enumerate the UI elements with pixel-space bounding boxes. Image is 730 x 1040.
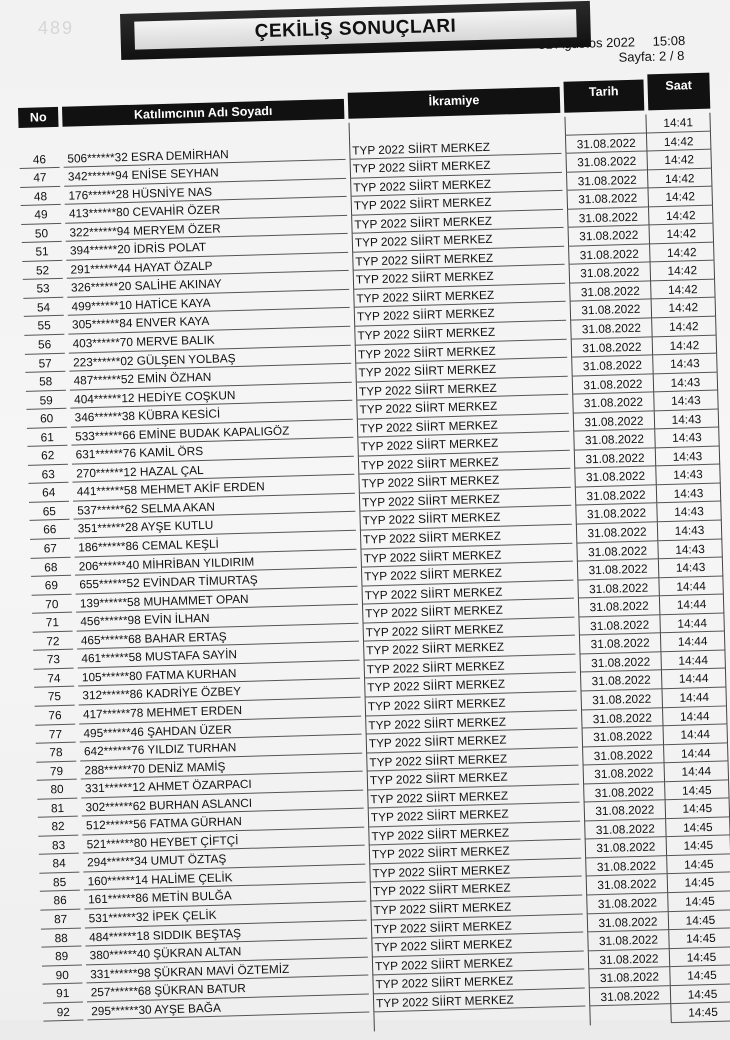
row-number: 91 — [42, 984, 83, 1004]
row-date: 31.08.2022 — [581, 708, 663, 729]
row-number: 90 — [42, 965, 83, 985]
row-number: 46 — [19, 149, 60, 169]
row-participant-name: 441******58 MEHMET AKİF ERDEN — [72, 475, 354, 501]
page-indicator: Sayfa: 2 / 8 — [618, 47, 685, 65]
row-number: 58 — [25, 372, 66, 392]
row-number: 89 — [41, 947, 82, 967]
row-number: 88 — [41, 928, 82, 948]
row-participant-name: 521******80 HEYBET ÇİFTÇİ — [82, 827, 364, 853]
row-time: 14:43 — [656, 446, 720, 466]
row-prize: TYP 2022 SİİRT MERKEZ — [361, 580, 573, 604]
row-time: 14:44 — [663, 706, 727, 726]
row-date: 31.08.2022 — [585, 838, 667, 859]
row-time: 14:43 — [656, 465, 720, 485]
row-date: 31.08.2022 — [565, 152, 647, 173]
row-prize: TYP 2022 SİİRT MERKEZ — [363, 636, 575, 660]
row-prize: TYP 2022 SİİRT MERKEZ — [367, 766, 579, 790]
row-participant-name: 461******58 MUSTAFA SAYİN — [77, 642, 359, 668]
row-time: 14:43 — [653, 354, 717, 374]
row-date: 31.08.2022 — [585, 856, 667, 877]
row-date: 31.08.2022 — [574, 467, 656, 488]
row-time: 14:42 — [652, 317, 716, 337]
row-participant-name: 161******86 METİN BULĞA — [84, 883, 366, 909]
row-number: 83 — [38, 835, 79, 855]
row-date: 31.08.2022 — [571, 355, 653, 376]
row-date: 31.08.2022 — [575, 485, 657, 506]
row-participant-name: 257******68 ŞÜKRAN BATUR — [86, 976, 368, 1002]
row-date: 31.08.2022 — [578, 615, 660, 636]
row-time: 14:45 — [669, 928, 730, 948]
row-time: 14:43 — [657, 483, 721, 503]
row-prize: TYP 2022 SİİRT MERKEZ — [371, 933, 583, 957]
row-time: 14:45 — [670, 965, 730, 985]
row-prize: TYP 2022 SİİRT MERKEZ — [349, 135, 561, 159]
column-header-prize: İkramiye — [348, 87, 561, 119]
row-prize: TYP 2022 SİİRT MERKEZ — [361, 562, 573, 586]
row-number: 53 — [23, 279, 64, 299]
row-participant-name: 380******40 ŞÜKRAN ALTAN — [85, 939, 367, 965]
title-banner — [120, 1, 591, 60]
print-date: 31 Ağustos 2022 — [538, 34, 636, 52]
row-prize: TYP 2022 SİİRT MERKEZ — [357, 413, 569, 437]
row-number: 84 — [39, 854, 80, 874]
row-participant-name: 346******38 KÜBRA KESİCİ — [70, 401, 352, 427]
row-time: 14:44 — [662, 669, 726, 689]
row-prize: TYP 2022 SİİRT MERKEZ — [371, 914, 583, 938]
row-date: 31.08.2022 — [588, 967, 670, 988]
row-prize: TYP 2022 SİİRT MERKEZ — [368, 803, 580, 827]
row-participant-name: 302******62 BURHAN ASLANCI — [81, 790, 363, 816]
row-prize: TYP 2022 SİİRT MERKEZ — [372, 970, 584, 994]
row-number: 67 — [30, 539, 71, 559]
row-time: 14:44 — [662, 687, 726, 707]
row-number: 65 — [29, 502, 70, 522]
row-time: 14:42 — [650, 224, 714, 244]
row-participant-name: 413******80 CEVAHİR ÖZER — [65, 197, 347, 223]
row-time: 14:44 — [665, 762, 729, 782]
row-number: 64 — [29, 483, 70, 503]
column-header-name: Katılımcının Adı Soyadı — [62, 99, 344, 127]
row-time: 14:45 — [668, 891, 730, 911]
row-number: 71 — [32, 613, 73, 633]
row-number: 55 — [24, 316, 65, 336]
row-time: 14:42 — [647, 131, 711, 151]
row-date: 31.08.2022 — [572, 393, 654, 414]
row-prize: TYP 2022 SİİRT MERKEZ — [365, 692, 577, 716]
row-time: 14:42 — [649, 205, 713, 225]
row-participant-name: 404******12 HEDİYE COŞKUN — [70, 382, 352, 408]
row-number: 70 — [32, 594, 73, 614]
row-time: 14:44 — [661, 650, 725, 670]
row-time: 14:42 — [648, 187, 712, 207]
bleed-through-page-number: 489 — [38, 18, 75, 38]
row-time: 14:45 — [667, 836, 730, 856]
row-number: 69 — [31, 576, 72, 596]
row-date: 31.08.2022 — [584, 819, 666, 840]
row-prize: TYP 2022 SİİRT MERKEZ — [366, 729, 578, 753]
row-date: 31.08.2022 — [586, 875, 668, 896]
row-time: 14:44 — [661, 632, 725, 652]
row-prize: TYP 2022 SİİRT MERKEZ — [353, 265, 565, 289]
row-prize: TYP 2022 SİİRT MERKEZ — [368, 821, 580, 845]
row-number: 52 — [22, 261, 63, 281]
row-participant-name: 465******68 BAHAR ERTAŞ — [77, 623, 359, 649]
row-date: 31.08.2022 — [582, 726, 664, 747]
row-prize: TYP 2022 SİİRT MERKEZ — [369, 840, 581, 864]
row-participant-name: 305******84 ENVER KAYA — [68, 308, 350, 334]
row-date: 31.08.2022 — [565, 133, 647, 154]
row-participant-name: 506******32 ESRA DEMİRHAN — [63, 141, 345, 167]
row-participant-name: 326******20 SALİHE AKINAY — [67, 271, 349, 297]
row-participant-name: 322******94 MERYEM ÖZER — [65, 216, 347, 242]
row-time: 14:43 — [658, 539, 722, 559]
row-participant-name: 487******52 EMİN ÖZHAN — [69, 364, 351, 390]
row-time: 14:45 — [665, 780, 729, 800]
row-number: 68 — [31, 557, 72, 577]
row-prize: TYP 2022 SİİRT MERKEZ — [362, 599, 574, 623]
row-date: 31.08.2022 — [570, 300, 652, 321]
column-header-time: Saat — [647, 73, 710, 111]
row-number: 57 — [25, 353, 66, 373]
row-participant-name: 533******66 EMİNE BUDAK KAPALIGÖZ — [71, 420, 353, 446]
row-date: 31.08.2022 — [573, 411, 655, 432]
row-date: 31.08.2022 — [586, 893, 668, 914]
row-time: 14:43 — [655, 428, 719, 448]
row-participant-name: 394******20 İDRİS POLAT — [66, 234, 348, 260]
row-time: 14:42 — [651, 280, 715, 300]
row-prize: TYP 2022 SİİRT MERKEZ — [372, 951, 584, 975]
row-number: 87 — [40, 910, 81, 930]
row-date: 31.08.2022 — [583, 763, 665, 784]
row-participant-name: 223******02 GÜLŞEN YOLBAŞ — [69, 345, 351, 371]
row-prize: TYP 2022 SİİRT MERKEZ — [367, 784, 579, 808]
row-time: 14:44 — [664, 743, 728, 763]
row-time: 14:43 — [659, 558, 723, 578]
row-participant-name: 186******86 CEMAL KEŞLİ — [74, 531, 356, 557]
row-date: 31.08.2022 — [567, 207, 649, 228]
row-participant-name: 312******86 KADRİYE ÖZBEY — [78, 679, 360, 705]
row-date: 31.08.2022 — [584, 800, 666, 821]
row-time: 14:42 — [648, 168, 712, 188]
row-date: 31.08.2022 — [582, 745, 664, 766]
row-participant-name: 295******30 AYŞE BAĞA — [87, 994, 369, 1020]
row-participant-name: 642******76 YILDIZ TURHAN — [80, 735, 362, 761]
row-number: 75 — [34, 687, 75, 707]
table-body — [19, 113, 730, 1040]
row-time: 14:45 — [669, 910, 730, 930]
row-prize: TYP 2022 SİİRT MERKEZ — [355, 339, 567, 363]
row-participant-name: 342******94 ENİSE SEYHAN — [64, 160, 346, 186]
row-time: 14:43 — [654, 372, 718, 392]
row-prize: TYP 2022 SİİRT MERKEZ — [370, 896, 582, 920]
row-date: 31.08.2022 — [569, 263, 651, 284]
row-time: 14:43 — [658, 521, 722, 541]
row-prize: TYP 2022 SİİRT MERKEZ — [355, 358, 567, 382]
row-number: 49 — [21, 205, 62, 225]
row-participant-name: 291******44 HAYAT ÖZALP — [66, 253, 348, 279]
row-participant-name: 456******98 EVİN İLHAN — [76, 605, 358, 631]
row-date: 31.08.2022 — [580, 671, 662, 692]
row-date: 31.08.2022 — [588, 949, 670, 970]
row-prize: TYP 2022 SİİRT MERKEZ — [366, 747, 578, 771]
row-prize: TYP 2022 SİİRT MERKEZ — [363, 617, 575, 641]
row-number: 56 — [24, 335, 65, 355]
row-number: 79 — [36, 761, 77, 781]
row-date: 31.08.2022 — [581, 689, 663, 710]
row-prize: TYP 2022 SİİRT MERKEZ — [353, 284, 565, 308]
row-number: 61 — [27, 428, 68, 448]
row-prize: TYP 2022 SİİRT MERKEZ — [358, 451, 570, 475]
row-time: 14:44 — [664, 724, 728, 744]
row-time: 14:45 — [666, 817, 730, 837]
row-number: 60 — [26, 409, 67, 429]
row-time: 14:44 — [660, 613, 724, 633]
row-number: 78 — [36, 743, 77, 763]
row-prize: TYP 2022 SİİRT MERKEZ — [360, 543, 572, 567]
row-date: 31.08.2022 — [569, 281, 651, 302]
row-participant-name: 417******78 MEHMET ERDEN — [79, 698, 361, 724]
page-title: ÇEKİLİŞ SONUÇLARI — [134, 9, 577, 49]
row-time: 14:43 — [657, 502, 721, 522]
row-date: 31.08.2022 — [566, 170, 648, 191]
row-number: 48 — [20, 186, 61, 206]
row-prize: TYP 2022 SİİRT MERKEZ — [359, 488, 571, 512]
row-time: 14:45 — [670, 947, 730, 967]
row-participant-name: 499******10 HATİCE KAYA — [67, 290, 349, 316]
row-date: 31.08.2022 — [568, 244, 650, 265]
row-date: 31.08.2022 — [576, 541, 658, 562]
row-date: 31.08.2022 — [573, 430, 655, 451]
row-prize: TYP 2022 SİİRT MERKEZ — [370, 877, 582, 901]
row-participant-name: 631******76 KAMİL ÖRS — [71, 438, 353, 464]
row-prize: TYP 2022 SİİRT MERKEZ — [356, 395, 568, 419]
row-number: 80 — [37, 780, 78, 800]
row-time: 14:43 — [654, 391, 718, 411]
row-date: 31.08.2022 — [571, 337, 653, 358]
row-prize: TYP 2022 SİİRT MERKEZ — [358, 469, 570, 493]
row-number: 86 — [40, 891, 81, 911]
row-date: 31.08.2022 — [574, 448, 656, 469]
row-date: 31.08.2022 — [572, 374, 654, 395]
row-date: 31.08.2022 — [575, 504, 657, 525]
row-time: 14:45 — [668, 873, 730, 893]
row-participant-name: 139******58 MUHAMMET OPAN — [76, 586, 358, 612]
row-date: 31.08.2022 — [570, 318, 652, 339]
row-time: 14:42 — [651, 261, 715, 281]
row-prize: TYP 2022 SİİRT MERKEZ — [360, 525, 572, 549]
row-date: 31.08.2022 — [568, 226, 650, 247]
row-date: 31.08.2022 — [579, 652, 661, 673]
row-participant-name: 351******28 AYŞE KUTLU — [74, 512, 356, 538]
results-table — [18, 78, 730, 1040]
row-number: 51 — [22, 242, 63, 262]
row-number: 81 — [37, 798, 78, 818]
row-prize: TYP 2022 SİİRT MERKEZ — [364, 655, 576, 679]
row-participant-name: 176******28 HÜSNİYE NAS — [64, 179, 346, 205]
row-prize: TYP 2022 SİİRT MERKEZ — [352, 247, 564, 271]
row-number: 59 — [26, 390, 67, 410]
document-meta — [538, 32, 686, 65]
row-time: 14:45 — [671, 984, 730, 1004]
row-number: 82 — [38, 817, 79, 837]
row-number: 92 — [43, 1002, 84, 1022]
row-participant-name: 655******52 EVİNDAR TİMURTAŞ — [75, 568, 357, 594]
row-prize: TYP 2022 SİİRT MERKEZ — [351, 191, 563, 215]
row-date: 31.08.2022 — [567, 189, 649, 210]
row-date: 31.08.2022 — [583, 782, 665, 803]
row-date: 31.08.2022 — [576, 522, 658, 543]
row-date: 31.08.2022 — [579, 634, 661, 655]
column-header-no: No — [18, 107, 59, 128]
row-number: 73 — [33, 650, 74, 670]
row-participant-name: 160******14 HALİME ÇELİK — [83, 864, 365, 890]
row-number: 62 — [27, 446, 68, 466]
row-number: 54 — [23, 298, 64, 318]
row-time: 14:44 — [660, 595, 724, 615]
row-number: 85 — [39, 872, 80, 892]
row-participant-name: 105******80 FATMA KURHAN — [78, 661, 360, 687]
row-prize: TYP 2022 SİİRT MERKEZ — [365, 710, 577, 734]
row-number: 66 — [30, 520, 71, 540]
row-time: 14:45 — [667, 854, 730, 874]
row-participant-name: 294******34 UMUT ÖZTAŞ — [83, 846, 365, 872]
row-date: 31.08.2022 — [578, 596, 660, 617]
row-number: 74 — [34, 669, 75, 689]
row-participant-name: 484******18 SIDDIK BEŞTAŞ — [85, 920, 367, 946]
row-date: 31.08.2022 — [587, 912, 669, 933]
row-prize: TYP 2022 SİİRT MERKEZ — [352, 228, 564, 252]
row-number: 77 — [35, 724, 76, 744]
row-number: 63 — [28, 465, 69, 485]
row-participant-name: 331******98 ŞÜKRAN MAVİ ÖZTEMİZ — [86, 957, 368, 983]
row-prize: TYP 2022 SİİRT MERKEZ — [369, 858, 581, 882]
row-prize: TYP 2022 SİİRT MERKEZ — [354, 321, 566, 345]
row-participant-name: 537******62 SELMA AKAN — [73, 494, 355, 520]
row-participant-name: 288******70 DENİZ MAMİŞ — [80, 753, 362, 779]
row-participant-name: 206******40 MİHRİBAN YILDIRIM — [75, 549, 357, 575]
row-prize: TYP 2022 SİİRT MERKEZ — [373, 988, 585, 1012]
row-participant-name: 270******12 HAZAL ÇAL — [72, 457, 354, 483]
row-prize: TYP 2022 SİİRT MERKEZ — [351, 210, 563, 234]
row-date: 31.08.2022 — [587, 930, 669, 951]
row-number: 47 — [20, 168, 61, 188]
row-participant-name: 512******56 FATMA GÜRHAN — [82, 809, 364, 835]
row-time: 14:41 — [646, 113, 710, 133]
row-time: 14:43 — [655, 409, 719, 429]
row-time: 14:42 — [647, 150, 711, 170]
row-prize: TYP 2022 SİİRT MERKEZ — [356, 376, 568, 400]
row-date: 31.08.2022 — [577, 578, 659, 599]
row-prize: TYP 2022 SİİRT MERKEZ — [359, 506, 571, 530]
row-prize: TYP 2022 SİİRT MERKEZ — [350, 172, 562, 196]
row-time: 14:42 — [653, 335, 717, 355]
row-number: 76 — [35, 706, 76, 726]
column-header-date: Tarih — [563, 80, 644, 113]
row-participant-name: 331******12 AHMET ÖZARPACI — [81, 772, 363, 798]
row-participant-name: 531******32 İPEK ÇELİK — [84, 902, 366, 928]
row-number: 50 — [21, 224, 62, 244]
row-prize: TYP 2022 SİİRT MERKEZ — [364, 673, 576, 697]
row-time: 14:44 — [659, 576, 723, 596]
row-time: 14:42 — [652, 298, 716, 318]
row-time: 14:45 — [666, 799, 730, 819]
row-participant-name: 403******70 MERVE BALIK — [68, 327, 350, 353]
row-time: 14:45 — [671, 1003, 730, 1023]
row-prize: TYP 2022 SİİRT MERKEZ — [357, 432, 569, 456]
print-time: 15:08 — [652, 32, 686, 49]
row-time: 14:42 — [650, 242, 714, 262]
row-date: 31.08.2022 — [577, 559, 659, 580]
row-participant-name: 495******46 ŞAHDAN ÜZER — [79, 716, 361, 742]
row-prize: TYP 2022 SİİRT MERKEZ — [350, 154, 562, 178]
row-prize: TYP 2022 SİİRT MERKEZ — [354, 302, 566, 326]
row-date: 31.08.2022 — [589, 986, 671, 1007]
row-number: 72 — [33, 631, 74, 651]
